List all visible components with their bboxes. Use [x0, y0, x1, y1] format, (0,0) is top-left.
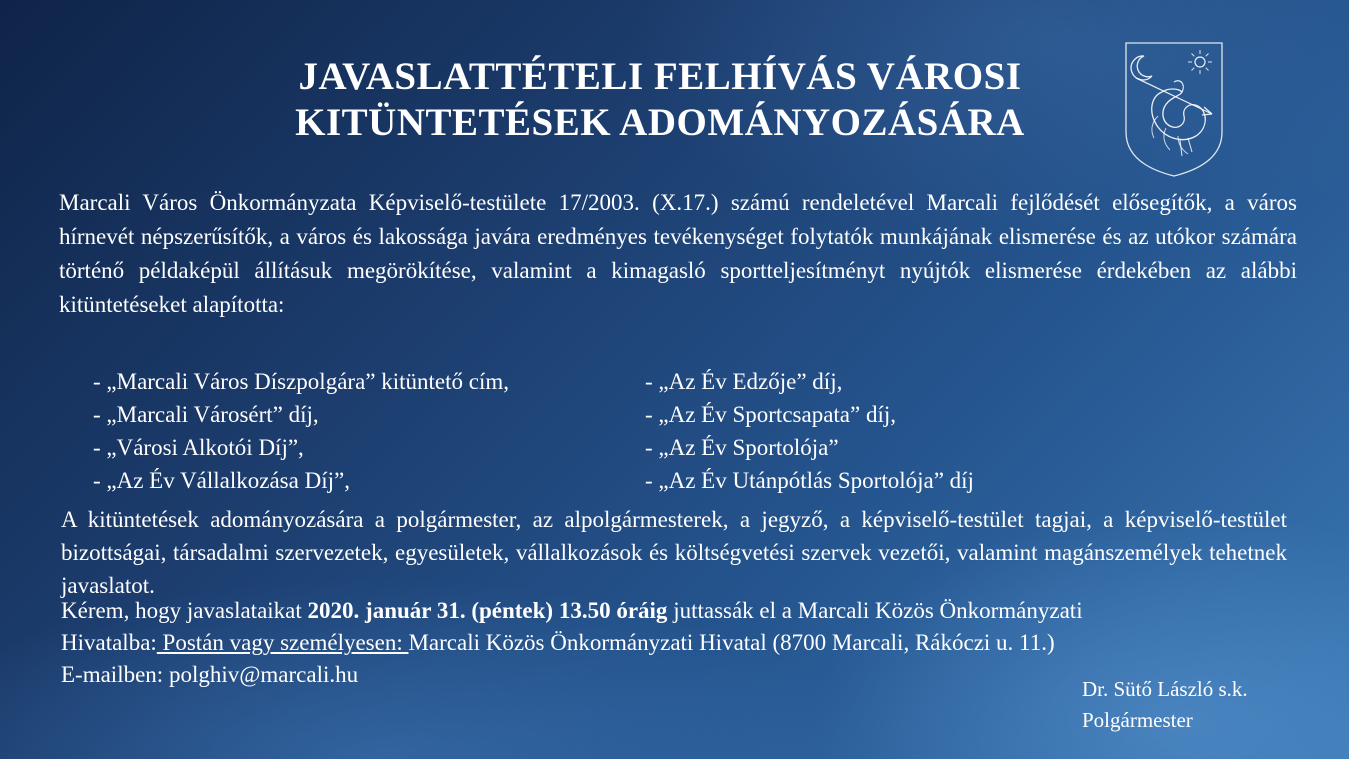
title-line-2: KITÜNTETÉSEK ADOMÁNYOZÁSÁRA	[295, 101, 1025, 144]
delivery-method: Postán vagy személyesen:	[156, 630, 409, 655]
deadline-line	[61, 594, 1301, 627]
coat-of-arms-icon	[1122, 40, 1226, 178]
list-item: - „Az Év Sportolója”	[645, 435, 839, 460]
delivery-prefix: Hivatalba:	[61, 630, 157, 655]
title-line-1: JAVASLATTÉTELI FELHÍVÁS VÁROSI	[298, 55, 1022, 98]
signature-name: Dr. Sütő László s.k.	[1082, 677, 1248, 701]
list-item: - „Az Év Utánpótlás Sportolója” díj	[645, 468, 974, 493]
email-label: E-mailben:	[61, 662, 169, 687]
list-item: - „Az Év Sportcsapata” díj,	[645, 402, 896, 427]
list-item: - „Marcali Városért” díj,	[93, 402, 319, 427]
awards-column-1	[93, 365, 509, 497]
page-title	[140, 54, 1180, 146]
signature-role: Polgármester	[1082, 708, 1193, 732]
awards-column-2	[645, 365, 974, 497]
deadline-suffix: juttassák el a Marcali Közös Önkormányzati	[667, 598, 1083, 623]
intro-paragraph: Marcali Város Önkormányzata Képviselő-testülete 17/2003. (X.17.) számú rendeletével Marcali fejlődését elősegítők, a város hírnevét népszerűsítők, a város és lakossága javára eredményes tevékenységet folytatók munkájának elismerése és az utókor számára történő példaképül állításuk megörökítése, valamint a kimagasló sportteljesítményt nyújtók elismerése érdekében az alábbi kitüntetéseket alapította:	[59, 190, 1297, 317]
nominators-paragraph: A kitüntetések adományozására a polgármester, az alpolgármesterek, a jegyző, a képviselő-testület tagjai, a képviselő-testület bizottságai, társadalmi szervezetek, egyesületek, vállalkozások és költségvetési szervek vezetői, valamint magánszemélyek tehetnek javaslatot.	[61, 507, 1287, 598]
list-item: - „Marcali Város Díszpolgára” kitüntető cím,	[93, 369, 509, 394]
delivery-line	[61, 626, 1301, 659]
list-item: - „Városi Alkotói Díj”,	[93, 435, 304, 460]
deadline-date: 2020. január 31. (péntek) 13.50 óráig	[307, 598, 668, 623]
delivery-address: Marcali Közös Önkormányzati Hivatal (8700 Marcali, Rákóczi u. 11.)	[408, 630, 1055, 655]
email-address[interactable]: polghiv@marcali.hu	[168, 662, 359, 687]
list-item: - „Az Év Vállalkozása Díj”,	[93, 468, 350, 493]
list-item: - „Az Év Edzője” díj,	[645, 369, 843, 394]
deadline-prefix: Kérem, hogy javaslataikat	[61, 598, 308, 623]
signature	[1082, 674, 1248, 736]
